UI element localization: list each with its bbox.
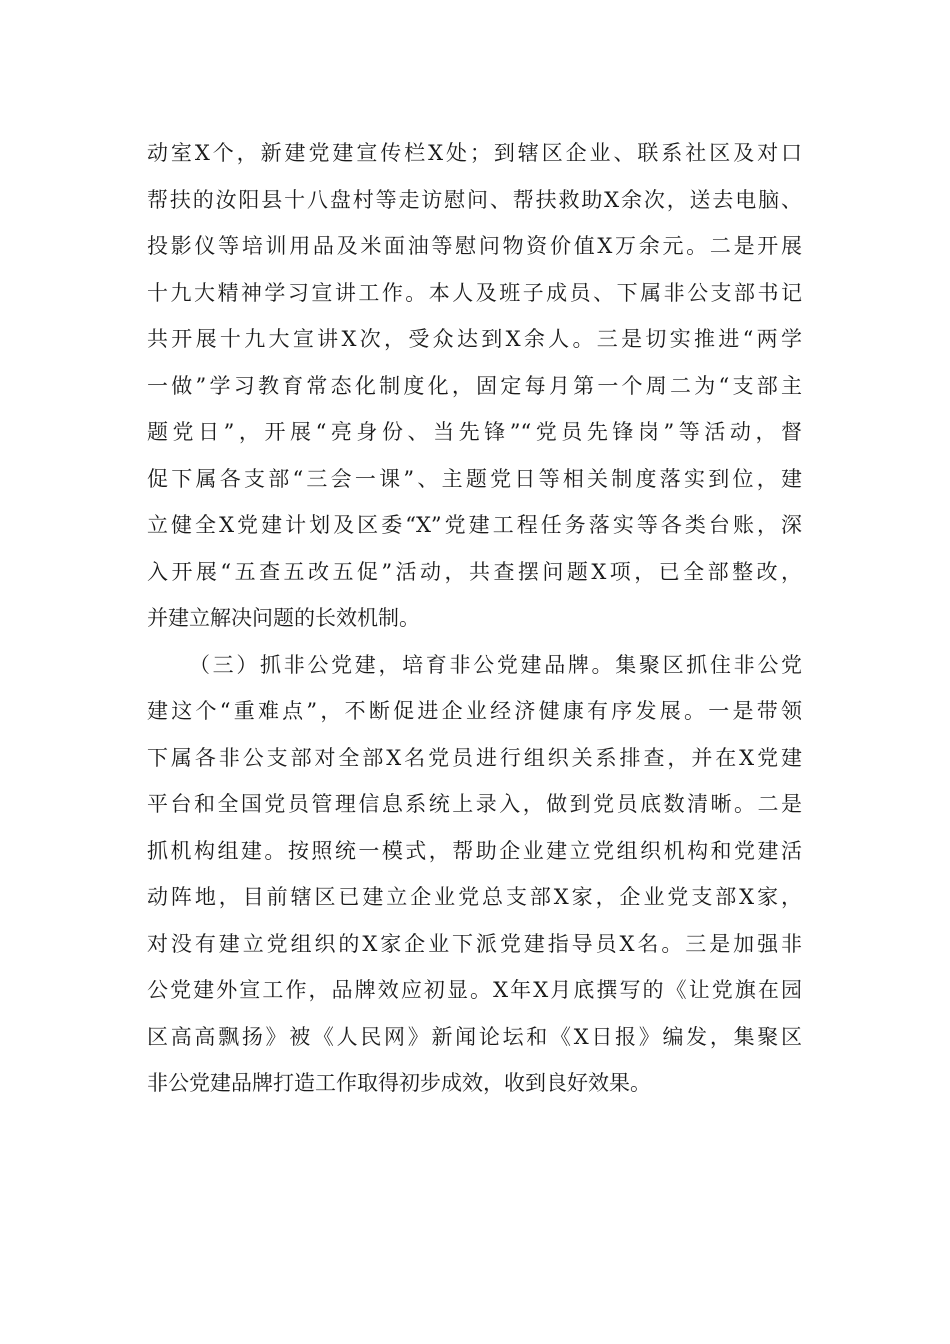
text-line: 帮扶的汝阳县十八盘村等走访慰问、帮扶救助X余次，送去电脑、 (147, 187, 802, 212)
text-line: 十九大精神学习宣讲工作。本人及班子成员、下属非公支部书记 (147, 280, 802, 305)
document-body (147, 130, 802, 1107)
text-line: 一做”学习教育常态化制度化，固定每月第一个周二为“支部主 (147, 373, 802, 398)
text-line: 立健全X党建计划及区委“X”党建工程任务落实等各类台账，深 (147, 513, 802, 537)
paragraph-continued (147, 130, 802, 642)
text-line: 共开展十九大宣讲X次，受众达到X余人。三是切实推进“两学 (147, 327, 802, 351)
text-line: 入开展“五查五改五促”活动，共查摆问题X项，已全部整改， (147, 559, 802, 584)
text-line: 动阵地，目前辖区已建立企业党总支部X家，企业党支部X家， (147, 885, 802, 909)
text-line: 并建立解决问题的长效机制。 (147, 606, 420, 630)
text-line: 抓机构组建。按照统一模式，帮助企业建立党组织机构和党建活 (147, 838, 802, 863)
text-line: 动室X个，新建党建宣传栏X处；到辖区企业、联系社区及对口 (147, 141, 802, 165)
paragraph-section-three (147, 642, 802, 1107)
section-heading-line: （三）抓非公党建，培育非公党建品牌。集聚区抓住非公党 (189, 652, 802, 677)
text-line: 促下属各支部“三会一课”、主题党日等相关制度落实到位，建 (147, 466, 802, 491)
text-line: 投影仪等培训用品及米面油等慰问物资价值X万余元。二是开展 (147, 234, 802, 258)
text-line: 非公党建品牌打造工作取得初步成效，收到良好效果。 (147, 1071, 651, 1095)
text-line: 平台和全国党员管理信息系统上录入，做到党员底数清晰。二是 (147, 792, 802, 816)
text-line: 建这个“重难点”，不断促进企业经济健康有序发展。一是带领 (147, 699, 802, 723)
text-line: 区高高飘扬》被《人民网》新闻论坛和《X日报》编发，集聚区 (147, 1024, 802, 1049)
text-line: 下属各非公支部对全部X名党员进行组织关系排查，并在X党建 (147, 745, 802, 770)
text-line: 公党建外宣工作，品牌效应初显。X年X月底撰写的《让党旗在园 (147, 978, 802, 1002)
text-line: 对没有建立党组织的X家企业下派党建指导员X名。三是加强非 (147, 931, 802, 956)
text-line: 题党日”，开展“亮身份、当先锋”“党员先锋岗”等活动，督 (147, 420, 802, 444)
